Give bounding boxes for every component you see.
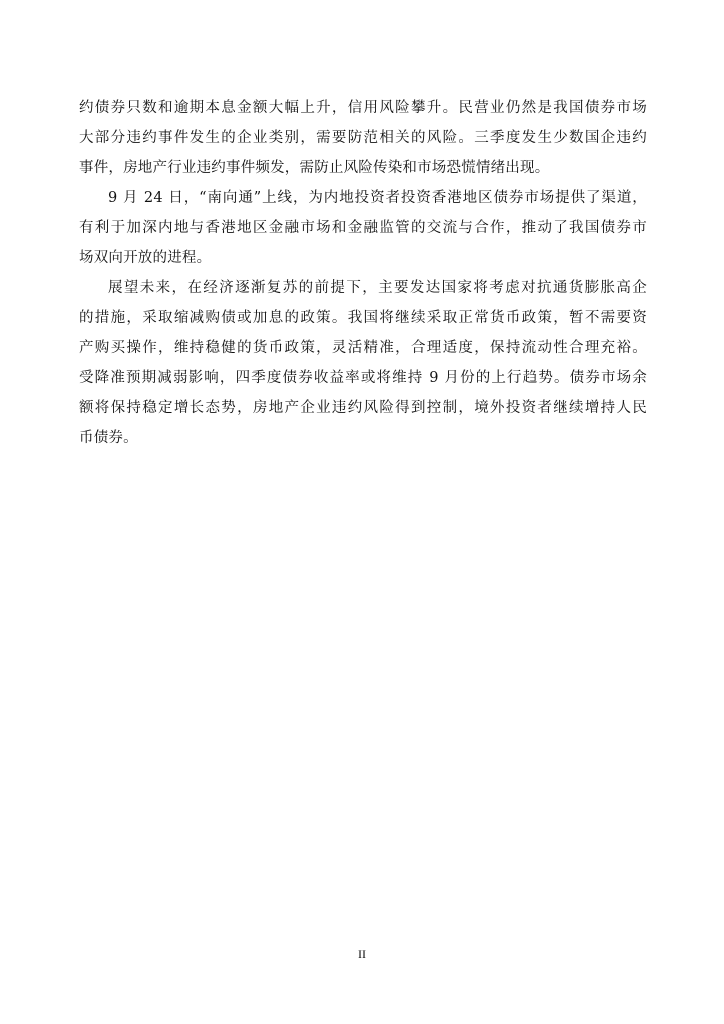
text-line: 9 月 24 日，“南向通”上线，为内地投资者投资香港地区债券市场提供了渠道， bbox=[108, 190, 647, 206]
text-line: 场双向开放的进程。 bbox=[79, 250, 212, 266]
text-line: 额将保持稳定增长态势，房地产企业违约风险得到控制，境外投资者继续增持人民 bbox=[79, 400, 647, 416]
paragraph-credit-risk bbox=[79, 93, 647, 183]
text-line: 展望未来，在经济逐渐复苏的前提下，主要发达国家将考虑对抗通货膨胀高企 bbox=[108, 280, 647, 296]
paragraph-outlook bbox=[79, 273, 647, 453]
text-line: 的措施，采取缩减购债或加息的政策。我国将继续采取正常货币政策，暂不需要资 bbox=[79, 310, 647, 326]
paragraph-southbound-connect bbox=[79, 183, 647, 273]
text-line: 事件，房地产行业违约事件频发，需防止风险传染和市场恐慌情绪出现。 bbox=[79, 160, 550, 176]
text-line: 受降准预期减弱影响，四季度债券收益率或将维持 9 月份的上行趋势。债券市场余 bbox=[79, 370, 647, 386]
text-line: 约债券只数和逾期本息金额大幅上升，信用风险攀升。民营业仍然是我国债券市场 bbox=[79, 100, 647, 116]
text-line: 大部分违约事件发生的企业类别，需要防范相关的风险。三季度发生少数国企违约 bbox=[79, 130, 647, 146]
page-number: II bbox=[358, 947, 366, 961]
text-line: 有利于加深内地与香港地区金融市场和金融监管的交流与合作，推动了我国债券市 bbox=[79, 220, 647, 236]
document-body bbox=[79, 93, 647, 453]
text-line: 币债券。 bbox=[79, 430, 138, 446]
text-line: 产购买操作，维持稳健的货币政策，灵活精准，合理适度，保持流动性合理充裕。 bbox=[79, 340, 647, 356]
